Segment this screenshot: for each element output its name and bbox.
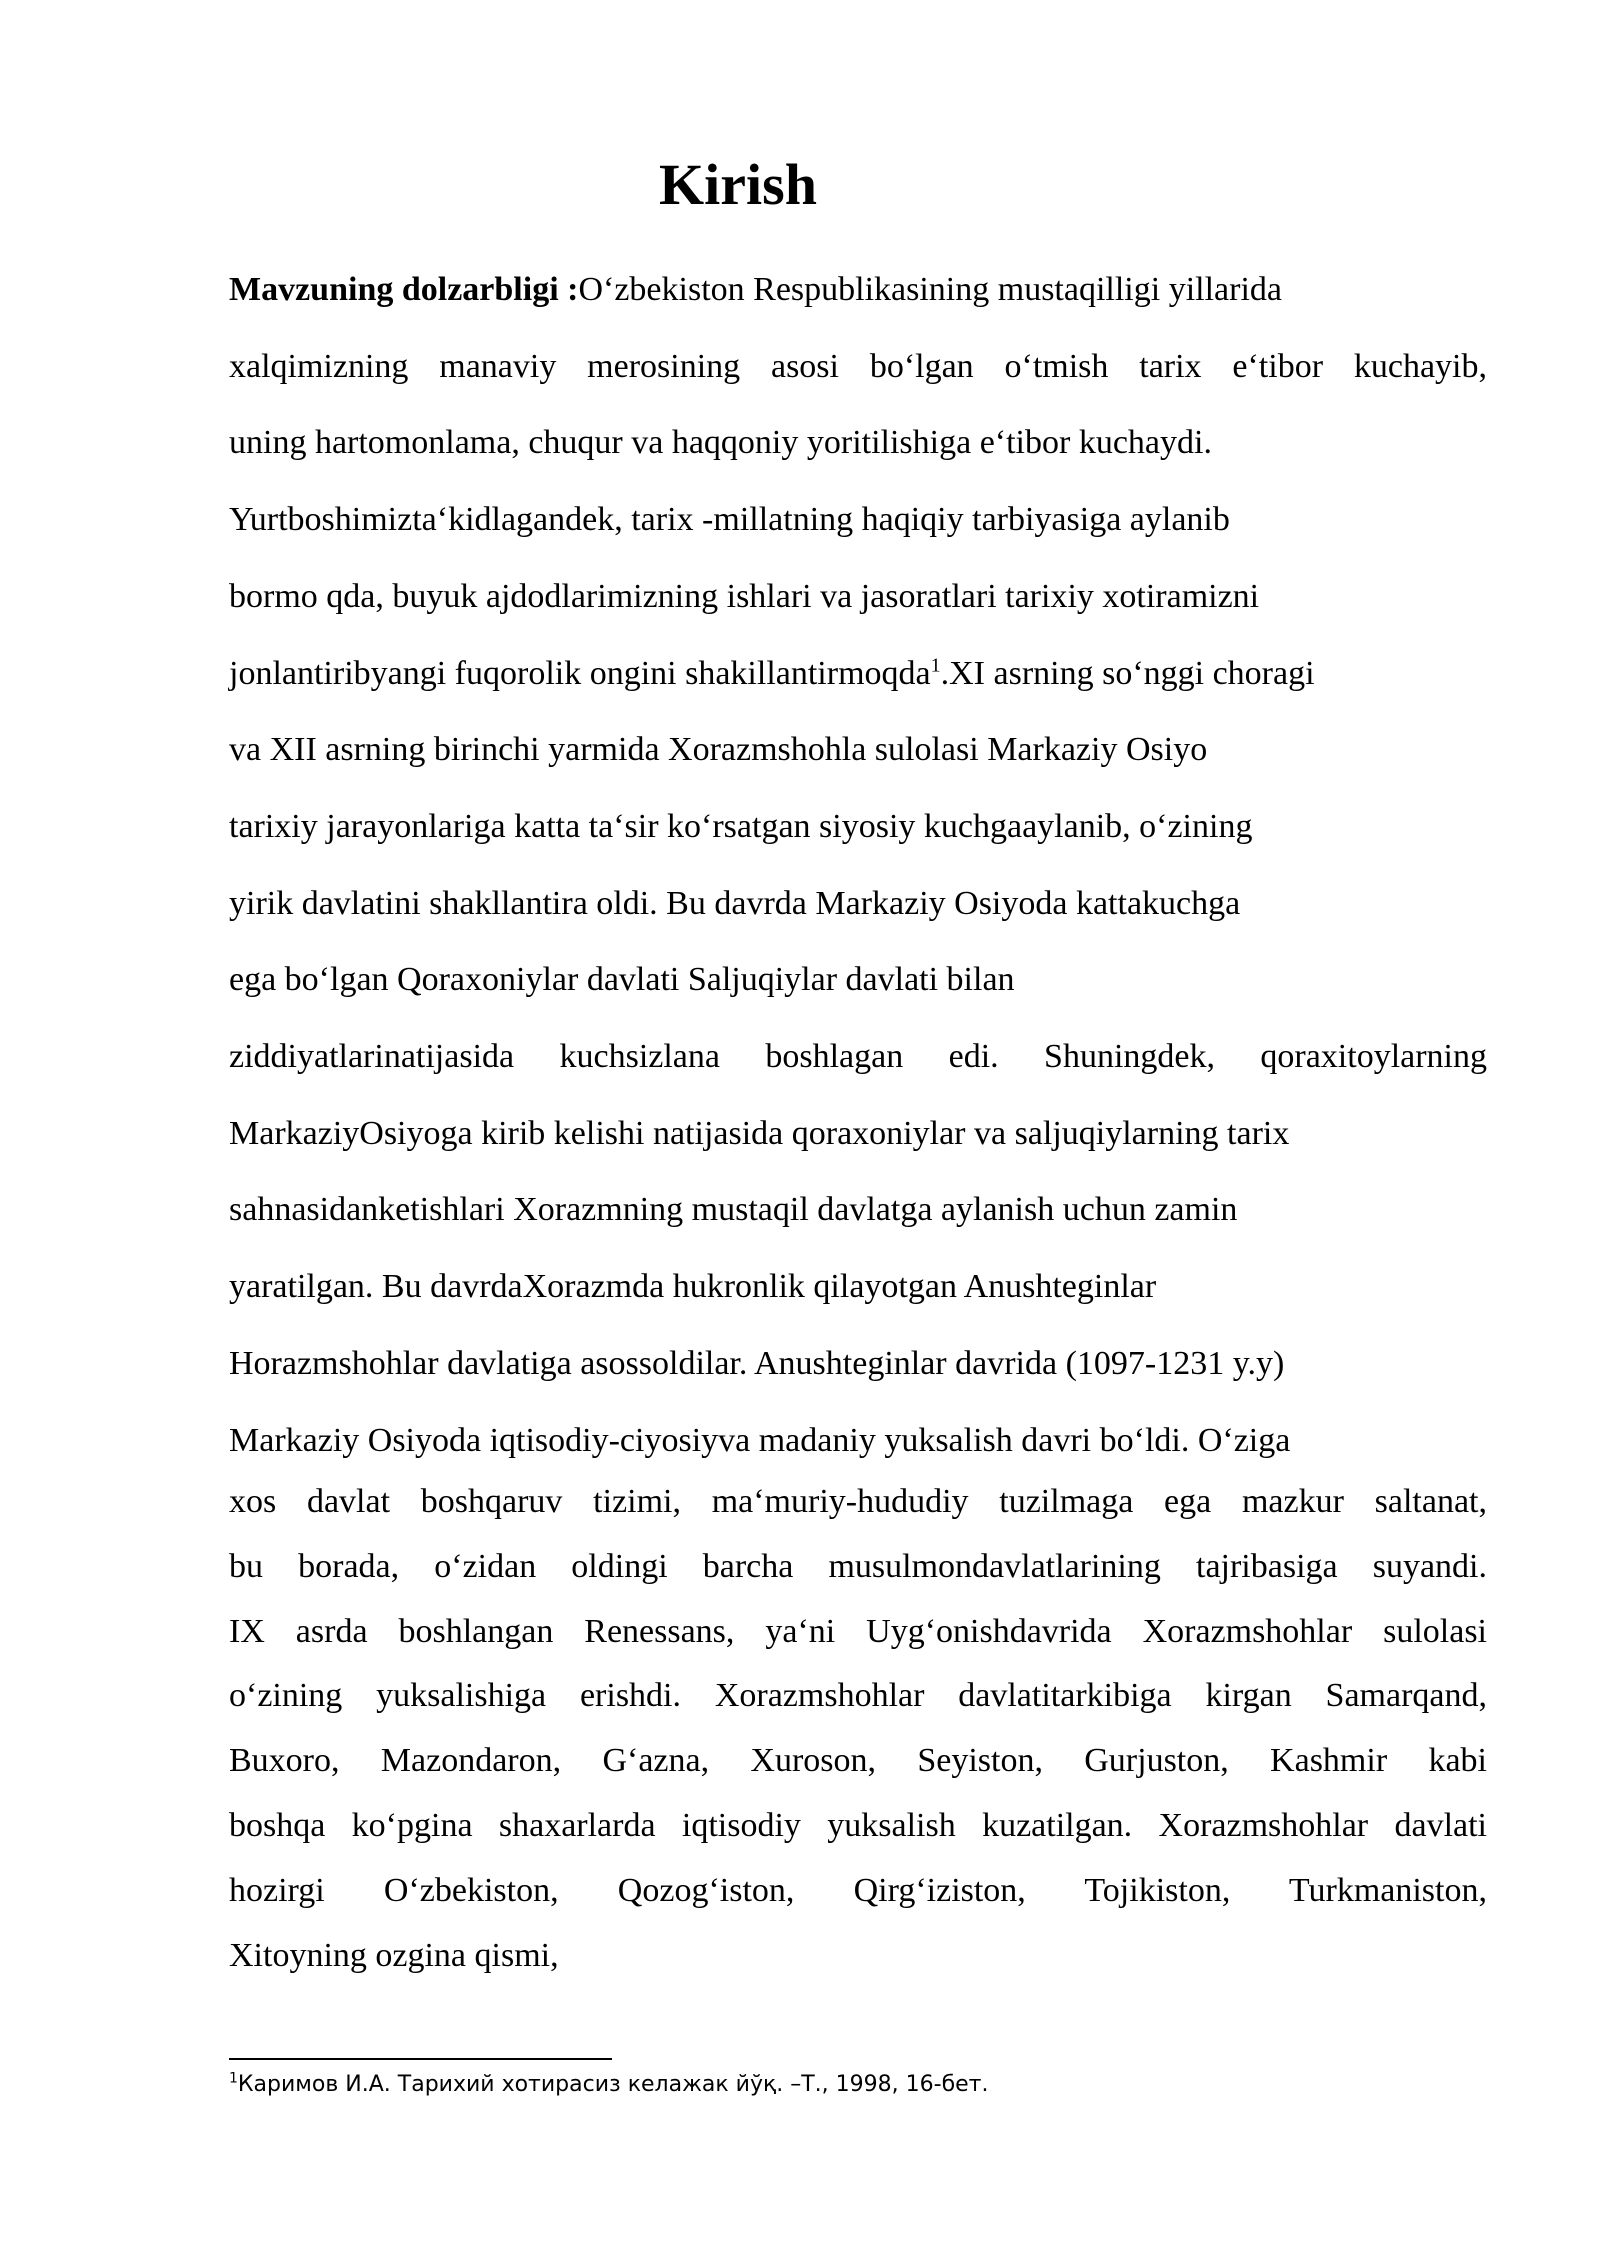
text-line: jonlantiribyangi fuqorolik ongini shakillantirmoqda$^1$.XI asrning so‘nggi choragi — [229, 654, 1315, 692]
footnote-number: 1 — [229, 2070, 238, 2087]
text-line: hozirgi O‘zbekiston, Qozog‘iston, Qirg‘iziston, Tojikiston, Turkmaniston, — [229, 1871, 1487, 1909]
text-line: yaratilgan. Bu davrdaXorazmda hukronlik qilayotgan Anushteginlar — [229, 1268, 1157, 1306]
text-line: o‘zining yuksalishiga erishdi. Xorazmshohlar davlatitarkibiga kirgan Samarqand, — [229, 1677, 1487, 1715]
text-line: bu borada, o‘zidan oldingi barcha musulmondavlatlarining tajribasiga suyandi. — [229, 1547, 1487, 1585]
body-paragraph-top — [229, 252, 1487, 1479]
body-paragraph-bottom — [229, 1470, 1487, 1988]
text-line: Xitoyning ozgina qismi, — [229, 1936, 559, 1974]
footnote-text: Каримов И.А. Тарихий хотирасиз келажак йўқ. –Т., 1998, 16-бет. — [237, 2072, 989, 2097]
text-line: sahnasidanketishlari Xorazmning mustaqil davlatga aylanish uchun zamin — [229, 1191, 1238, 1229]
text-line: va XII asrning birinchi yarmida Xorazmshohla sulolasi Markaziy Osiyo — [229, 731, 1208, 769]
text-line: uning hartomonlama, chuqur va haqqoniy yoritilishiga e‘tibor kuchaydi. — [229, 424, 1212, 462]
text-line: ega bo‘lgan Qoraxoniylar davlati Saljuqiylar davlati bilan — [229, 961, 1015, 999]
text-line: Markaziy Osiyoda iqtisodiy-ciyosiyva madaniy yuksalish davri bo‘ldi. O‘ziga — [229, 1421, 1291, 1459]
footnote — [229, 2070, 988, 2100]
text-line: boshqa ko‘pgina shaxarlarda iqtisodiy yuksalish kuzatilgan. Xorazmshohlar davlati — [229, 1806, 1487, 1844]
text-line: bormo qda, buyuk ajdodlarimizning ishlari va jasoratlari tarixiy xotiramizni — [229, 577, 1260, 615]
footnote-separator — [229, 2058, 612, 2060]
text-line: Horazmshohlar davlatiga asossoldilar. Anushteginlar davrida (1097-1231 y.y) — [229, 1344, 1285, 1382]
text-line: Buxoro, Mazondaron, G‘azna, Xuroson, Seyiston, Gurjuston, Kashmir kabi — [229, 1742, 1487, 1780]
text-line: xalqimizning manaviy merosining asosi bo‘lgan o‘tmish tarix e‘tibor kuchayib, — [229, 347, 1487, 385]
section-lead-label: Mavzuning dolzarbligi : — [229, 271, 579, 308]
text-line: Mavzuning dolzarbligi :O‘zbekiston Respublikasining mustaqilligi yillarida — [229, 271, 1282, 308]
text-line: Yurtboshimizta‘kidlagandek, tarix -millatning haqiqiy tarbiyasiga aylanib — [229, 501, 1230, 539]
text-line: tarixiy jarayonlariga katta ta‘sir ko‘rsatgan siyosiy kuchgaaylanib, o‘zining — [229, 807, 1253, 845]
text-line: xos davlat boshqaruv tizimi, ma‘muriy-hududiy tuzilmaga ega mazkur saltanat, — [229, 1483, 1487, 1520]
page-title: Kirish — [659, 152, 817, 217]
text-line: MarkaziyOsiyoga kirib kelishi natijasida qoraxoniylar va saljuqiylarning tarix — [229, 1114, 1290, 1152]
text-line: IX asrda boshlangan Renessans, ya‘ni Uyg‘onishdavrida Xorazmshohlar sulolasi — [229, 1612, 1487, 1650]
footnote-reference[interactable]: 1 — [930, 654, 941, 677]
text-line: yirik davlatini shakllantira oldi. Bu davrda Markaziy Osiyoda kattakuchga — [229, 884, 1241, 922]
text-line: ziddiyatlarinatijasida kuchsizlana boshlagan edi. Shuningdek, qoraxitoylarning — [229, 1038, 1487, 1076]
